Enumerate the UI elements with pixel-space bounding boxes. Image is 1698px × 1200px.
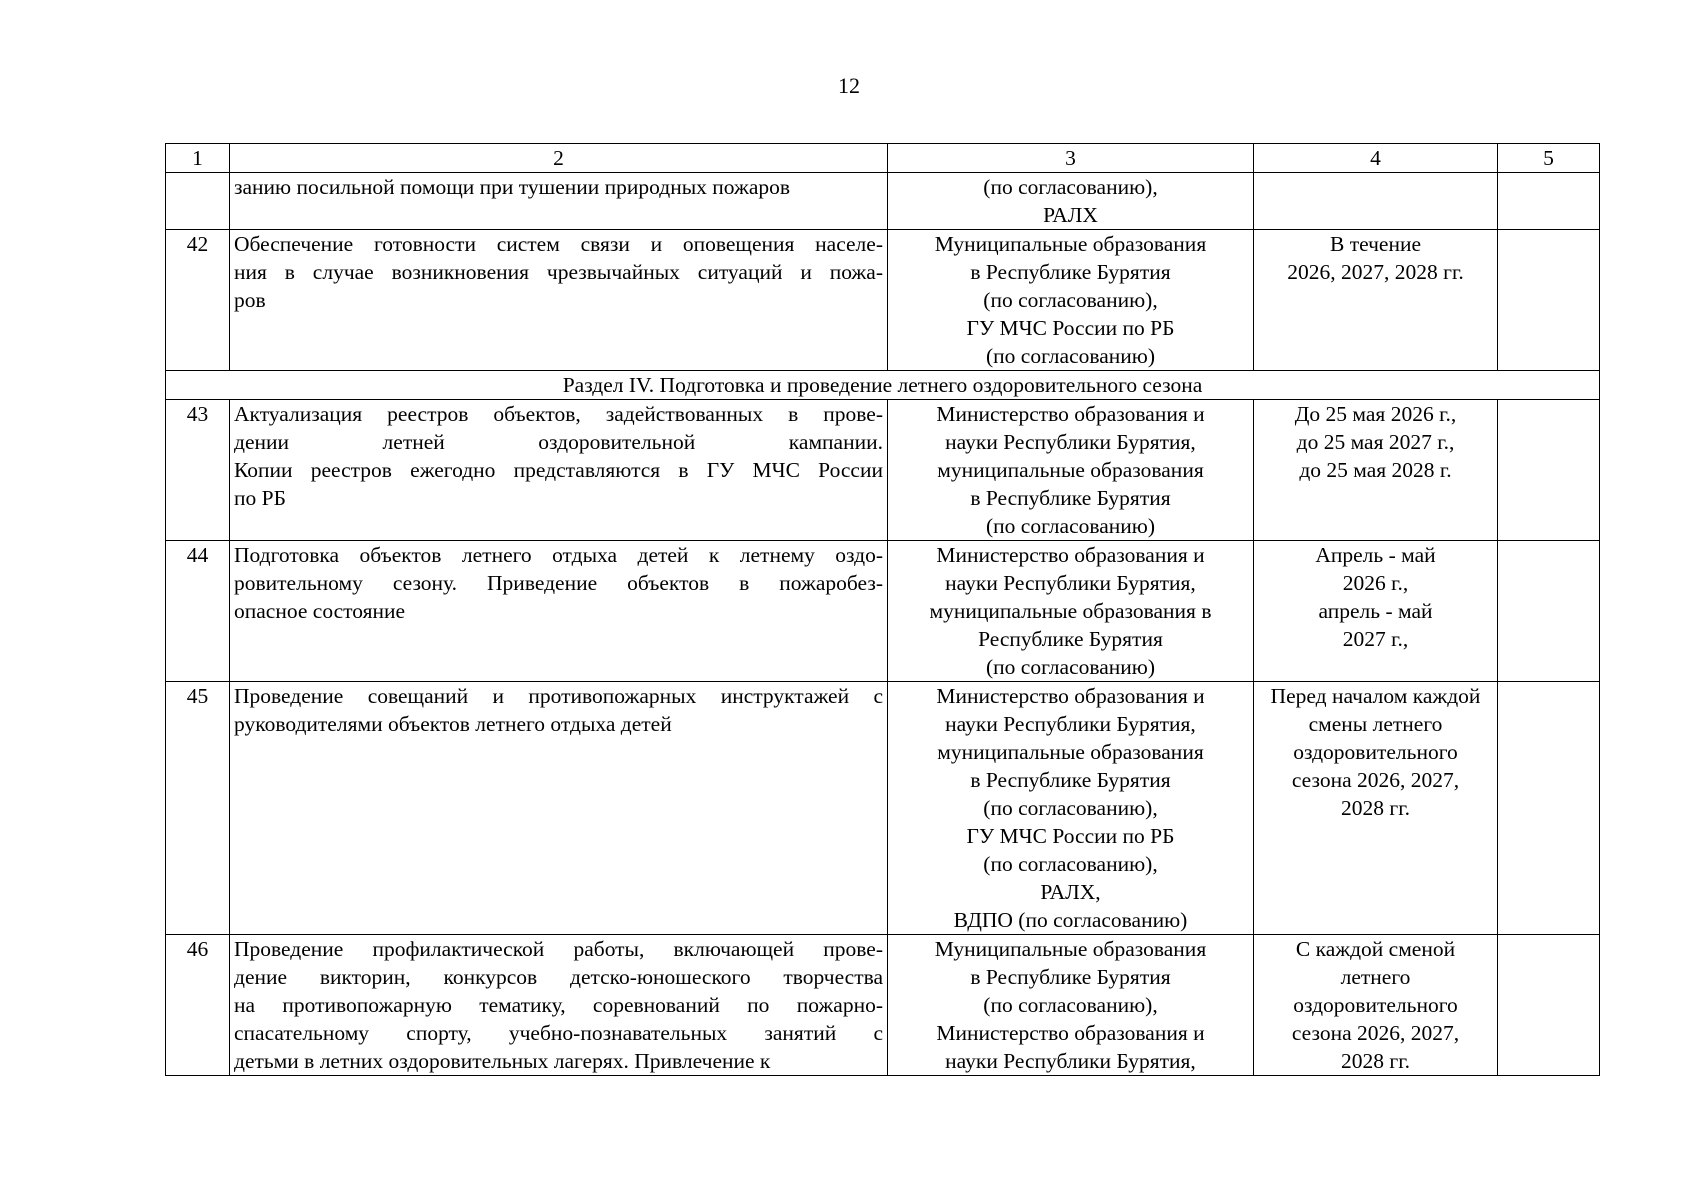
table-header-row [166,144,1600,173]
cell-line: (по согласованию), [983,852,1158,876]
header-cell: 2 [230,144,888,173]
cell-line: по РБ [234,486,286,510]
cell-line: науки Республики Бурятия, [945,1049,1196,1073]
cell-line: дение викторин, конкурсов детско-юношеского творчества [234,965,883,989]
header-cell: 4 [1254,144,1498,173]
cell-line: 2028 гг. [1341,796,1410,820]
c4-cell [1254,230,1498,371]
table-row [166,935,1600,1076]
cell-line: апрель - май [1318,599,1433,623]
cell-line: Республике Бурятия [978,627,1163,651]
row-number: 46 [166,935,230,1076]
cell-line: оздоровительного [1293,740,1458,764]
cell-line: оздоровительного [1293,993,1458,1017]
cell-line: (по согласованию) [985,514,1156,538]
cell-line: занию посильной помощи при тушении природных пожаров [234,175,791,199]
cell-line: муниципальные образования [937,458,1204,482]
cell-line: (по согласованию), [983,993,1158,1017]
cell-line: в Республике Бурятия [970,768,1171,792]
cell-line: науки Республики Бурятия, [945,712,1196,736]
cell-line: в Республике Бурятия [970,486,1171,510]
table-row [166,400,1600,541]
c3-cell [888,935,1254,1076]
c2-cell [230,682,888,935]
c2-cell [230,400,888,541]
cell-line: 2028 гг. [1341,1049,1410,1073]
table-row [166,541,1600,682]
cell-line: руководителями объектов летнего отдыха детей [234,712,672,736]
cell-line: ния в случае возникновения чрезвычайных ситуаций и пожа- [234,260,883,284]
c4-cell [1254,173,1498,230]
cell-line: Муниципальные образования [934,937,1207,961]
c4-cell [1254,400,1498,541]
cell-line: ГУ МЧС России по РБ [966,316,1175,340]
cell-line: Министерство образования и [936,684,1205,708]
cell-line: в Республике Бурятия [970,965,1171,989]
cell-line: сезона 2026, 2027, [1291,1021,1460,1045]
c3-cell [888,682,1254,935]
cell-line: Подготовка объектов летнего отдыха детей к летнему оздо- [234,543,883,567]
table-row [166,230,1600,371]
cell-line: ГУ МЧС России по РБ [966,824,1175,848]
c3-cell [888,230,1254,371]
cell-line: Муниципальные образования [934,232,1207,256]
c2-cell [230,935,888,1076]
cell-line: опасное состояние [234,599,406,623]
cell-line: Министерство образования и [936,1021,1205,1045]
cell-line: РАЛХ, [1040,880,1101,904]
cell-line: спасательному спорту, учебно-познавательных занятий с [234,1021,883,1045]
header-cell: 1 [166,144,230,173]
cell-line: муниципальные образования в [929,599,1212,623]
c4-cell [1254,935,1498,1076]
cell-line: Перед началом каждой [1270,684,1481,708]
cell-line: Копии реестров ежегодно представляются в ГУ МЧС России [234,458,883,482]
header-cell: 5 [1498,144,1600,173]
cell-line: до 25 мая 2027 г., [1296,430,1455,454]
c5-cell [1498,541,1600,682]
cell-line: детьми в летних оздоровительных лагерях. Привлечение к [234,1049,771,1073]
cell-line: До 25 мая 2026 г., [1294,402,1457,426]
cell-line: Проведение профилактической работы, включающей прове- [234,937,883,961]
cell-line: смены летнего [1308,712,1443,736]
page-number: 12 [838,73,860,98]
cell-line: ровительному сезону. Приведение объектов в пожаробез- [234,571,883,595]
cell-line: науки Республики Бурятия, [945,430,1196,454]
cell-line: С каждой сменой [1295,937,1456,961]
c2-cell [230,173,888,230]
cell-line: 2026 г., [1342,571,1409,595]
cell-line: сезона 2026, 2027, [1291,768,1460,792]
row-number: 42 [166,230,230,371]
cell-line: дении летней оздоровительной кампании. [234,430,883,454]
cell-line: (по согласованию), [983,796,1158,820]
c3-cell [888,400,1254,541]
cell-line: в Республике Бурятия [970,260,1171,284]
c5-cell [1498,173,1600,230]
cell-line: Апрель - май [1315,543,1436,567]
cell-line: Министерство образования и [936,402,1205,426]
cell-line: до 25 мая 2028 г. [1299,458,1452,482]
cell-line: Министерство образования и [936,543,1205,567]
cell-line: РАЛХ [1043,203,1098,227]
cell-line: ров [234,288,266,312]
cell-line: (по согласованию), [983,175,1158,199]
cell-line: науки Республики Бурятия, [945,571,1196,595]
c2-cell [230,541,888,682]
c4-cell [1254,682,1498,935]
c5-cell [1498,682,1600,935]
plan-table [165,143,1600,1076]
c3-cell [888,173,1254,230]
table-row [166,682,1600,935]
c3-cell [888,541,1254,682]
c2-cell [230,230,888,371]
cell-line: летнего [1340,965,1411,989]
cell-line: Обеспечение готовности систем связи и оповещения населе- [234,232,883,256]
c4-cell [1254,541,1498,682]
c5-cell [1498,230,1600,371]
section-row [166,371,1600,400]
cell-line: муниципальные образования [937,740,1204,764]
cell-line: 2026, 2027, 2028 гг. [1287,260,1464,284]
cell-line: на противопожарную тематику, соревнований по пожарно- [234,993,883,1017]
cell-line: ВДПО (по согласованию) [953,908,1188,932]
cell-line: 2027 г., [1342,627,1409,651]
row-number: 45 [166,682,230,935]
cell-line: (по согласованию), [983,288,1158,312]
row-number: 43 [166,400,230,541]
cell-line: Проведение совещаний и противопожарных инструктажей с [234,684,883,708]
cell-line: В течение [1329,232,1422,256]
row-number: 44 [166,541,230,682]
cell-line: (по согласованию) [985,655,1156,679]
cell-line: (по согласованию) [985,344,1156,368]
c5-cell [1498,400,1600,541]
header-cell: 3 [888,144,1254,173]
section-title: Раздел IV. Подготовка и проведение летнего оздоровительного сезона [166,371,1600,400]
c5-cell [1498,935,1600,1076]
row-number [166,173,230,230]
table-row [166,173,1600,230]
cell-line: Актуализация реестров объектов, задействованных в прове- [234,402,883,426]
